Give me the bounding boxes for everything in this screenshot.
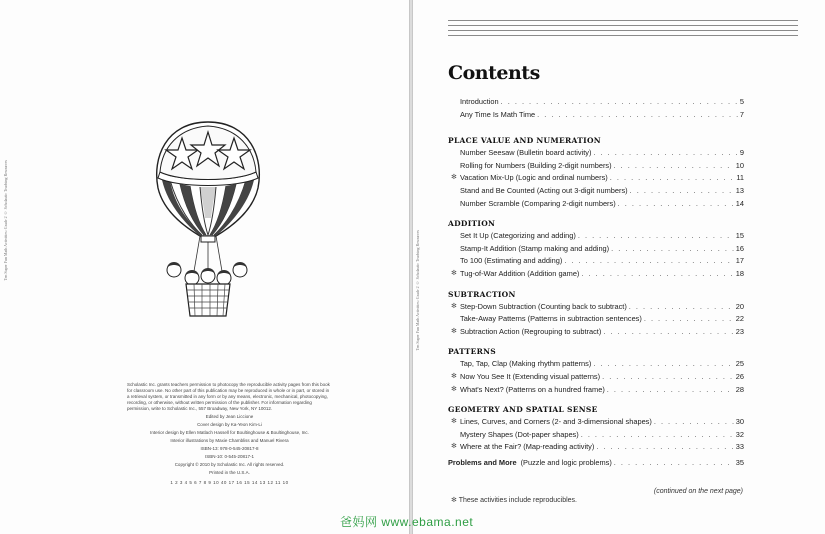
dot-leader [593, 147, 737, 160]
toc-entry[interactable] [448, 326, 744, 339]
toc-page-number: 33 [735, 442, 744, 452]
dot-leader [654, 416, 734, 429]
toc-entry[interactable] [448, 441, 744, 454]
dot-leader [596, 441, 733, 454]
toc-page-number: 7 [739, 109, 744, 119]
toc-page-number: 17 [735, 256, 744, 266]
credit-line: Interior illustrations by Maxie Chambliss and Manuel Rivera [170, 438, 289, 443]
dot-leader [630, 185, 734, 198]
table-of-contents [448, 96, 744, 469]
dot-leader [581, 268, 733, 281]
toc-entry[interactable] [448, 185, 744, 198]
star-icon: ✻ [451, 443, 457, 451]
right-page [413, 0, 825, 534]
reproducibles-footnote [451, 496, 577, 504]
toc-entry-title: Any Time Is Math Time [460, 109, 536, 119]
toc-entry-title: What's Next? (Patterns on a hundred frame) [460, 384, 605, 394]
toc-entry-title: Number Scramble (Comparing 2-digit numbers) [460, 198, 616, 208]
credit-line: Interior design by Ellen Matlach Hassell for Boultinghouse & Boultinghouse, Inc. [150, 430, 309, 435]
star-icon: ✻ [451, 418, 457, 426]
dot-leader [607, 384, 734, 397]
dot-leader [618, 198, 734, 211]
hot-air-balloon-illustration [148, 118, 268, 328]
toc-entry[interactable] [448, 268, 744, 281]
toc-section-heading: ADDITION [448, 219, 496, 229]
toc-page-number: 15 [735, 231, 744, 241]
page-title: Contents [448, 62, 540, 84]
dot-leader [614, 457, 734, 470]
toc-entry[interactable] [448, 358, 744, 371]
toc-entry-title: Stamp-It Addition (Stamp making and adding) [460, 243, 610, 253]
isbn-13: ISBN-13: 978-0-545-20817-8 [200, 446, 259, 451]
toc-entry-problems-and-more[interactable] [448, 457, 744, 470]
toc-page-number: 18 [735, 268, 744, 278]
toc-entry-title: Step-Down Subtraction (Counting back to subtract) [460, 301, 627, 311]
toc-entry[interactable] [448, 198, 744, 211]
toc-entry[interactable] [448, 147, 744, 160]
credit-line: Edited by Jean Liccione [205, 414, 254, 419]
toc-section-heading: PATTERNS [448, 347, 497, 357]
dot-leader [501, 96, 738, 109]
dot-leader [629, 301, 734, 314]
toc-entry-title: Take-Away Patterns (Patterns in subtraction sentences) [460, 314, 642, 324]
dot-leader [581, 429, 734, 442]
toc-entry-title: Subtraction Action (Regrouping to subtract) [460, 326, 602, 336]
toc-entry-title: Where at the Fair? (Map-reading activity) [460, 442, 595, 452]
toc-entry[interactable] [448, 96, 744, 109]
toc-entry[interactable] [448, 384, 744, 397]
isbn-10: ISBN-10: 0-545-20817-1 [204, 454, 255, 459]
toc-page-number: 5 [739, 97, 744, 106]
toc-entry[interactable] [448, 371, 744, 384]
copyright-paragraph: Scholastic Inc. grants teachers permission to photocopy the reproducible activity pages from this book for classroom use. No other part of this publication may be reproduced in whole or in part, or stored in a retrieval system, or transmitted in any form or by any means, electronic, mechanical, photocopying, recording, or otherwise, without written permission of the publisher. For information regarding permission, write to Scholastic Inc., 557 Broadway, New York, NY 10012. [127, 382, 330, 411]
star-icon: ✻ [451, 497, 457, 504]
star-icon: ✻ [451, 327, 457, 335]
toc-section-heading: GEOMETRY AND SPATIAL SENSE [448, 405, 598, 415]
toc-entry-title: To 100 (Estimating and adding) [460, 256, 563, 266]
footnote-text: These activities include reproducibles. [458, 497, 577, 504]
credit-line: Cover design by Ka-Yeon Kim-Li [197, 422, 262, 427]
toc-page-number: 14 [735, 198, 744, 208]
toc-page-number: 20 [735, 301, 744, 311]
toc-entry-title: Tug-of-War Addition (Addition game) [460, 268, 580, 278]
toc-page-number: 9 [739, 148, 744, 158]
toc-entry[interactable] [448, 416, 744, 429]
toc-entry-title: Lines, Curves, and Corners (2- and 3-dimensional shapes) [460, 417, 652, 427]
header-rules [448, 20, 798, 40]
dot-leader [564, 255, 733, 268]
toc-entry[interactable] [448, 313, 744, 326]
toc-page-number: 26 [735, 371, 744, 381]
toc-entry[interactable] [448, 243, 744, 256]
toc-entry-title: Introduction [460, 97, 499, 106]
site-watermark: 爸妈网 www.ebama.net [340, 515, 474, 529]
toc-page-number: 22 [735, 314, 744, 324]
star-icon: ✻ [451, 269, 457, 277]
toc-entry[interactable] [448, 255, 744, 268]
star-icon: ✻ [451, 174, 457, 182]
continued-note: (continued on the next page) [653, 488, 743, 495]
toc-section-heading: PLACE VALUE AND NUMERATION [448, 136, 601, 146]
toc-entry[interactable] [448, 301, 744, 314]
dot-leader [593, 358, 733, 371]
star-icon: ✻ [451, 302, 457, 310]
dot-leader [610, 172, 735, 185]
dot-leader [537, 109, 738, 122]
toc-entry[interactable] [448, 230, 744, 243]
dot-leader [644, 313, 734, 326]
toc-entry-subtitle: (Puzzle and logic problems) [520, 457, 612, 467]
copyright-block [127, 382, 332, 486]
star-icon: ✻ [451, 385, 457, 393]
toc-section-heading: SUBTRACTION [448, 289, 516, 299]
star-icon: ✻ [451, 372, 457, 380]
toc-page-number: 28 [735, 384, 744, 394]
right-side-caption: Ten Super Fun Math Activities: Grade 2 © Scholastic Teaching Resources [415, 230, 420, 351]
toc-entry-title: Set It Up (Categorizing and adding) [460, 231, 576, 241]
toc-entry[interactable] [448, 172, 744, 185]
toc-page-number: 16 [735, 243, 744, 253]
print-numbers: 1 2 3 4 5 6 7 8 9 10 40 17 16 15 14 13 12 11 10 [170, 480, 289, 485]
dot-leader [614, 160, 734, 173]
toc-page-number: 35 [735, 457, 744, 467]
toc-entry[interactable] [448, 429, 744, 442]
printed-in: Printed in the U.S.A. [209, 470, 250, 475]
toc-page-number: 23 [735, 326, 744, 336]
left-page [0, 0, 409, 534]
dot-leader [578, 230, 734, 243]
dot-leader [611, 243, 734, 256]
toc-entry[interactable] [448, 160, 744, 173]
toc-entry[interactable] [448, 109, 744, 122]
toc-page-number: 25 [735, 359, 744, 369]
toc-entry-title: Number Seesaw (Bulletin board activity) [460, 148, 592, 158]
toc-entry-title: Stand and Be Counted (Acting out 3-digit numbers) [460, 185, 628, 195]
toc-entry-title: Mystery Shapes (Dot-paper shapes) [460, 429, 579, 439]
toc-entry-title: Tap, Tap, Clap (Making rhythm patterns) [460, 359, 592, 369]
toc-page-number: 13 [735, 185, 744, 195]
dot-leader [602, 371, 734, 384]
dot-leader [603, 326, 733, 339]
toc-page-number: 11 [736, 173, 744, 183]
toc-entry-title: Now You See It (Extending visual patterns) [460, 371, 601, 381]
left-side-caption: Ten Super Fun Math Activities: Grade 2 © Scholastic Teaching Resources [3, 160, 8, 281]
toc-page-number: 30 [735, 417, 744, 427]
toc-page-number: 32 [735, 429, 744, 439]
toc-entry-title: Vacation Mix-Up (Logic and ordinal numbers) [460, 173, 608, 183]
toc-entry-title: Rolling for Numbers (Building 2-digit numbers) [460, 160, 612, 170]
toc-entry-title: Problems and More [448, 457, 517, 467]
copyright-notice: Copyright © 2010 by Scholastic Inc. All rights reserved. [174, 462, 285, 467]
toc-page-number: 10 [735, 160, 744, 170]
